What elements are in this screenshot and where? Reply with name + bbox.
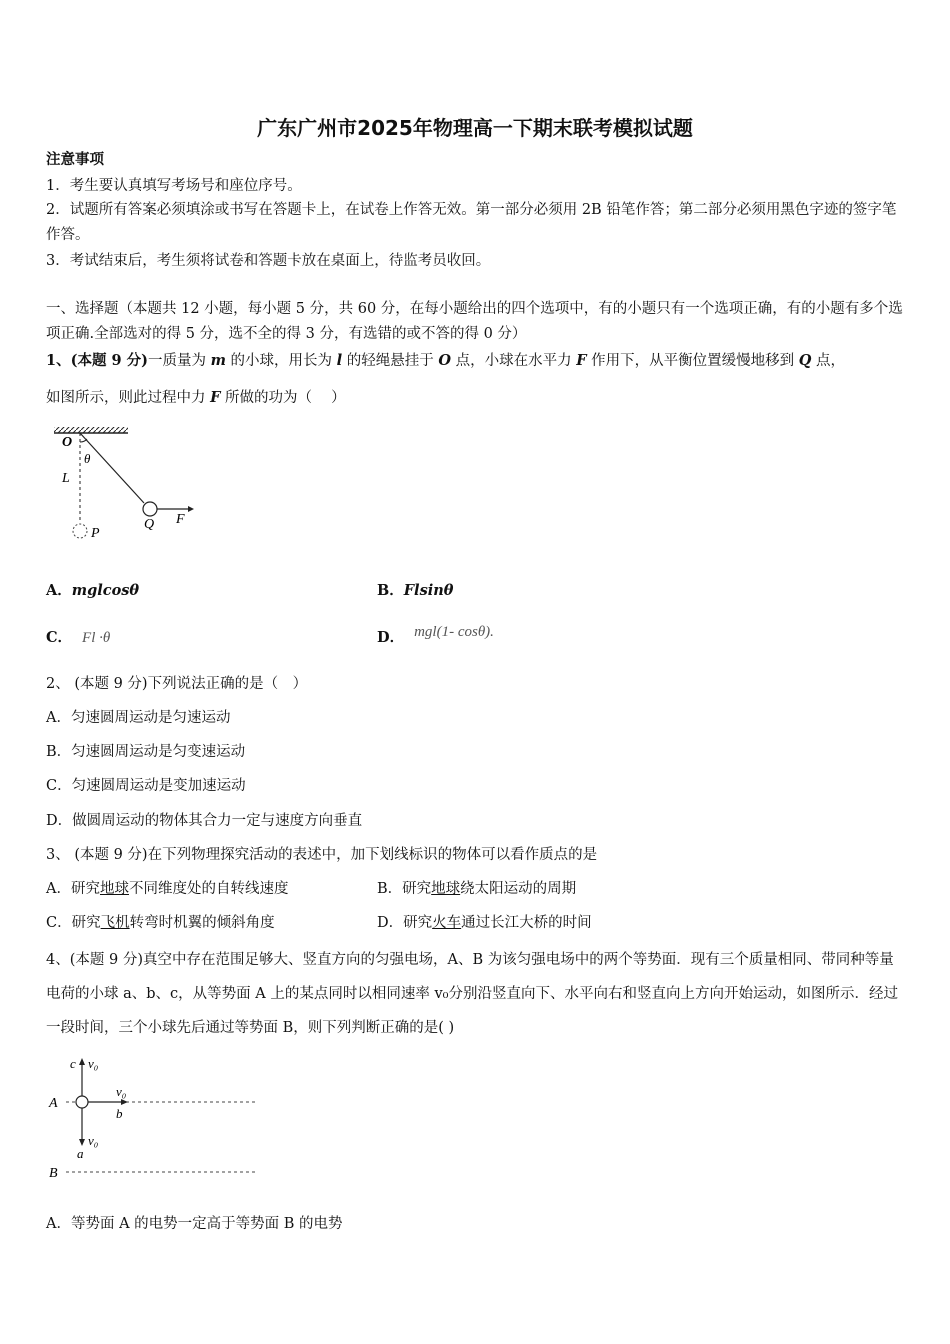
- ceiling-hatch: [54, 427, 128, 433]
- arrowhead-down: [79, 1139, 85, 1146]
- ball-Q: [143, 502, 157, 516]
- q1-var-Q: Q: [798, 352, 812, 369]
- arrowhead-right: [121, 1099, 128, 1105]
- option-text: B．研究: [377, 881, 432, 897]
- q1-stem-line2: [46, 388, 908, 408]
- option-text: mglcosθ: [71, 582, 140, 599]
- underlined-object: 地球: [431, 881, 461, 897]
- notice-item-1: 1．考生要认真填写考场号和座位序号。: [46, 178, 302, 194]
- option-label: A．: [46, 582, 72, 599]
- q1-stem-line1: [46, 351, 908, 371]
- fig-label-A: A: [49, 1096, 58, 1111]
- q2-option-C[interactable]: C．匀速圆周运动是变加速运动: [46, 778, 246, 794]
- option-label: B．: [377, 582, 404, 599]
- fig-label-v0-up: v₀: [88, 1056, 99, 1071]
- pendulum-figure: [46, 420, 206, 550]
- q1-option-B[interactable]: [377, 581, 453, 601]
- q4-option-A[interactable]: A．等势面 A 的电势一定高于等势面 B 的电势: [46, 1216, 343, 1232]
- q1-text: 的轻绳悬挂于: [342, 353, 439, 369]
- q1-var-O: O: [438, 352, 452, 369]
- fig-label-O: O: [62, 435, 73, 450]
- rope-line: [80, 433, 144, 503]
- option-text: A．研究: [46, 881, 100, 897]
- option-text: C．研究: [46, 915, 101, 931]
- section-1-instructions: 一、选择题（本题共 12 小题，每小题 5 分，共 60 分，在每小题给出的四个选项中，有的小题只有一个选项正确，有的小题有多个选项正确.全部选对的得 5 分，选不全的得 3 分，有选错的或不答的得 0 分）: [46, 301, 903, 342]
- q1-var-m: m: [210, 352, 226, 369]
- q2-option-B[interactable]: B．匀速圆周运动是匀变速运动: [46, 744, 246, 760]
- fig-label-b: b: [116, 1106, 123, 1121]
- fig-label-c: c: [70, 1056, 76, 1071]
- option-formula: Fl ·θ: [82, 630, 111, 646]
- q3-option-A[interactable]: [46, 879, 288, 899]
- option-text: 不同维度处的自转线速度: [128, 881, 289, 897]
- q2-stem: 2、 (本题 9 分)下列说法正确的是（ ）: [46, 676, 308, 692]
- q1-option-A[interactable]: [46, 581, 139, 601]
- option-text: 绕太阳运动的周期: [460, 881, 577, 897]
- option-formula: mgl(1- cosθ).: [414, 624, 494, 640]
- fig-label-theta: θ: [84, 451, 91, 466]
- q1-var-F: F: [576, 352, 587, 369]
- underlined-object: 火车: [432, 915, 462, 931]
- underlined-object: 飞机: [100, 915, 130, 931]
- q1-text: 的小球，用长为: [225, 353, 337, 369]
- q1-text: 如图所示，则此过程中力: [46, 390, 211, 406]
- q3-option-B[interactable]: [377, 879, 576, 899]
- fig-label-B: B: [49, 1166, 58, 1181]
- q1-text: 所做的功为（ ）: [220, 390, 346, 406]
- q1-option-D[interactable]: [377, 622, 494, 646]
- underlined-object: 地球: [99, 881, 129, 897]
- fig-label-L: L: [62, 471, 70, 486]
- option-text: 通过长江大桥的时间: [461, 915, 592, 931]
- option-label: D．: [377, 629, 405, 646]
- notice-item-3: 3．考试结束后，考生须将试卷和答题卡放在桌面上，待监考员收回。: [46, 253, 491, 269]
- q1-var-F: F: [210, 389, 221, 406]
- q2-option-D[interactable]: D．做圆周运动的物体其合力一定与速度方向垂直: [46, 813, 363, 829]
- notice-item-2: 2．试题所有答案必须填涂或书写在答题卡上，在试卷上作答无效。第一部分必须用 2B 铅笔作答；第二部分必须用黑色字迹的签字笔作答。: [46, 202, 897, 243]
- q1-option-C[interactable]: [46, 628, 110, 648]
- fig-label-a: a: [77, 1146, 84, 1161]
- q1-text: 作用下，从平衡位置缓慢地移到: [586, 353, 799, 369]
- fig-label-v0-right: v₀: [116, 1084, 127, 1099]
- q3-stem: 3、 (本题 9 分)在下列物理探究活动的表述中，加下划线标识的物体可以看作质点的是: [46, 847, 598, 863]
- option-text: 转弯时机翼的倾斜角度: [129, 915, 275, 931]
- force-arrowhead: [188, 506, 194, 512]
- q1-text: 点，小球在水平力: [451, 353, 577, 369]
- option-text: Flsinθ: [403, 582, 454, 599]
- exam-title: 广东广州市2025年物理高一下期末联考模拟试题: [257, 116, 693, 140]
- arrowhead-up: [79, 1058, 85, 1065]
- q1-text: 点，: [811, 353, 846, 369]
- q3-option-D[interactable]: [377, 913, 592, 933]
- option-text: D．研究: [377, 915, 433, 931]
- q2-option-A[interactable]: A．匀速圆周运动是匀速运动: [46, 710, 231, 726]
- q3-option-C[interactable]: [46, 913, 275, 933]
- start-point-ball: [76, 1096, 88, 1108]
- fig-label-v0-down: v₀: [88, 1133, 99, 1148]
- q1-text: 一质量为: [148, 353, 211, 369]
- fig-label-P: P: [91, 526, 100, 541]
- fig-label-Q: Q: [144, 517, 155, 532]
- q1-var-l: l: [336, 352, 343, 369]
- fig-label-F: F: [176, 512, 185, 527]
- q4-stem: 4、(本题 9 分)真空中存在范围足够大、竖直方向的匀强电场，A、B 为该匀强电场中的两个等势面．现有三个质量相同、带同种等量电荷的小球 a、b、c，从等势面 A 上的某点同时以相同速率 v₀分别沿竖直向下、水平向右和竖直向上方向开始运动，如图所示．经过一段时间，三个小球先后通过等势面 B，则下列判断正确的是( ): [46, 952, 898, 1036]
- option-label: C．: [46, 629, 73, 646]
- q1-score: 1、(本题 9 分): [46, 352, 148, 369]
- equipotential-figure: [46, 1050, 261, 1185]
- notice-heading: 注意事项: [46, 151, 104, 168]
- ball-P-dashed: [73, 524, 87, 538]
